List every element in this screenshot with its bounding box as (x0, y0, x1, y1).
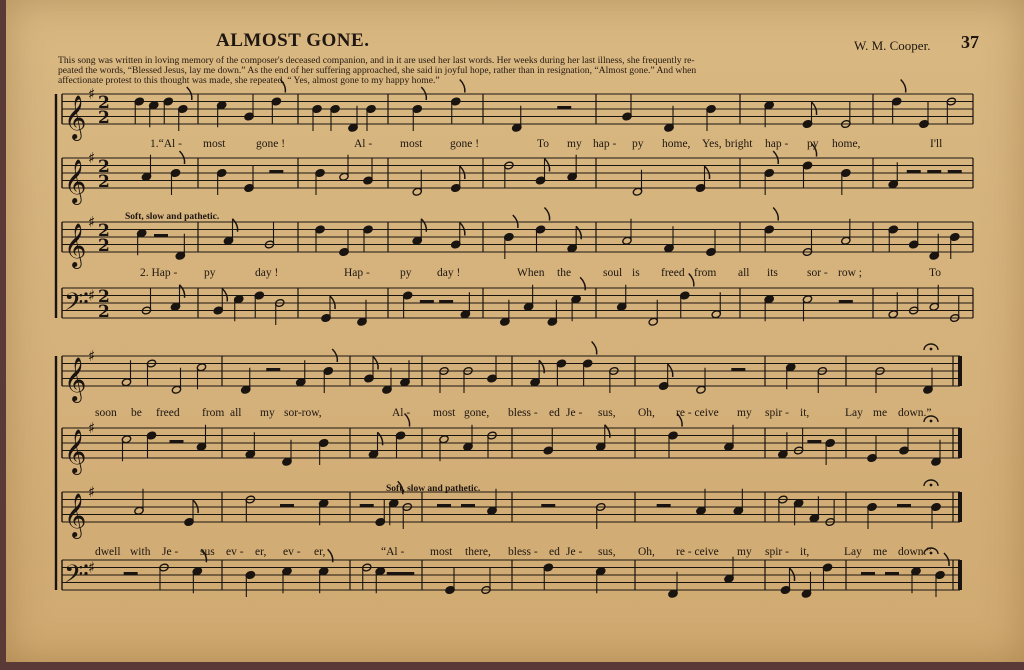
system-1-verse-1-lyric-word: most (203, 138, 226, 150)
half-rest (269, 170, 283, 173)
system-2-verse-2-lyric-word: ev - (283, 546, 301, 558)
system-2-staff-1 (62, 342, 962, 395)
half-rest (657, 504, 671, 507)
half-rest (400, 572, 414, 575)
half-rest (439, 300, 453, 303)
system-1-verse-1-lyric-word: Yes, (702, 138, 722, 150)
system-2-verse-2-lyric-word: er, (314, 546, 326, 558)
system-1-verse-1-lyric-word: gone ! (256, 138, 286, 150)
system-2-verse-2-lyric-word: Je - (162, 546, 179, 558)
system-2-verse-2-lyric-word: sus, (598, 546, 616, 558)
system-2-verse-1-lyric-word: from (202, 407, 225, 419)
note-flag (773, 208, 778, 221)
system-1-verse-2-lyric-word: To (929, 267, 941, 279)
note-flag (901, 80, 906, 93)
treble-clef-icon: 𝄞 (64, 357, 87, 401)
key-signature-sharp-icon: ♯ (88, 286, 96, 305)
system-1-staff-2 (62, 144, 973, 197)
system-1-verse-2-lyric-word: When (517, 267, 545, 279)
time-signature-numerator: 2 (98, 287, 110, 307)
treble-clef-icon: 𝄞 (64, 493, 87, 537)
key-signature-sharp-icon: ♯ (88, 213, 96, 231)
system-2-verse-1-lyric-word: all (230, 407, 242, 419)
key-signature-sharp-icon: ♯ (88, 419, 96, 437)
system-2-verse-2-lyric-word: re - ceive (676, 546, 719, 558)
system-2-staff-3 (62, 481, 962, 529)
system-2-dynamic-marking: Soft, slow and pathetic. (386, 484, 481, 494)
half-rest (387, 572, 401, 575)
fermata-dot (930, 420, 933, 423)
system-1-verse-2-lyric-word: day ! (255, 267, 279, 279)
system-1-verse-2-lyric-word: from (694, 267, 717, 279)
system-1-verse-1-lyric-word: gone ! (450, 138, 480, 150)
system-2-verse-2-lyric-word: with (130, 546, 151, 558)
system-2-verse-2-lyric-word: Je - (566, 546, 583, 558)
system-2-verse-1-lyric-word: re - ceive (676, 407, 719, 419)
system-2-verse-2-lyric-word: bless - (508, 546, 538, 558)
system-1-verse-2-lyric-word: row ; (838, 267, 862, 279)
system-2-verse-1-lyric-word: me (873, 407, 888, 419)
half-rest (557, 106, 571, 109)
system-2-verse-1-lyric-word: spir - (765, 407, 789, 419)
system-2-verse-1-lyric-word: Lay (845, 407, 863, 419)
final-barline (958, 492, 962, 522)
system-1-verse-1-lyric-word: most (400, 138, 423, 150)
system-2-verse-1-lyric-word: ed (549, 407, 560, 419)
half-rest (154, 234, 168, 237)
system-1-verse-2-lyric-word: freed (661, 267, 685, 279)
key-signature-sharp-icon: ♯ (88, 347, 96, 365)
system-1-verse-2-lyric-word: is (632, 267, 640, 279)
system-1-verse-2-lyric-word: py (204, 267, 216, 279)
treble-clef-icon: 𝄞 (64, 429, 87, 473)
time-signature-denominator: 2 (98, 302, 110, 322)
time-signature-denominator: 2 (98, 172, 110, 192)
system-2-verse-2-lyric-word: sus (200, 546, 215, 558)
system-2-verse-2-lyric-word: ed (549, 546, 560, 558)
system-1-verse-2-lyric-word: all (738, 267, 750, 279)
system-1-verse-2-lyric-word: py (400, 267, 412, 279)
half-rest (861, 572, 875, 575)
system-1-verse-2-lyric-word: 2. Hap - (140, 267, 178, 279)
system-2-verse-2-lyric-word: most (430, 546, 453, 558)
note-flag (460, 80, 465, 93)
system-2-verse-1-lyric-word: bless - (508, 407, 538, 419)
half-rest (437, 504, 451, 507)
system-2-verse-1-lyric-word: gone, (464, 407, 490, 419)
system-1-staff-1 (62, 80, 973, 133)
system-1-verse-1-lyric-word: 1.“Al - (150, 138, 182, 150)
system-2-verse-1-lyric-word: most (433, 407, 456, 419)
system-1-verse-1-lyric-word: hap - (765, 138, 789, 150)
system-2-verse-2-lyric-word: me (873, 546, 888, 558)
system-2-verse-1-lyric-word: sus, (598, 407, 616, 419)
treble-clef-icon: 𝄞 (64, 223, 87, 267)
final-barline (958, 560, 962, 590)
system-1-verse-1-lyric-word: home, (832, 138, 861, 150)
system-1-verse-2-lyric-word: its (767, 267, 778, 279)
time-signature-numerator: 2 (98, 221, 110, 241)
system-2-verse-1-lyric-word: my (737, 407, 752, 419)
half-rest (280, 504, 294, 507)
half-rest (807, 440, 821, 443)
half-rest (839, 300, 853, 303)
note-flag (545, 208, 550, 221)
system-2-verse-1-lyric-word: it, (800, 407, 810, 419)
treble-clef-icon: 𝄞 (64, 159, 87, 203)
system-1-verse-2-lyric-word: day ! (437, 267, 461, 279)
page-number: 37 (961, 32, 979, 52)
system-1-staff-4 (62, 274, 973, 327)
system-2-verse-1-lyric-word: soon (95, 407, 117, 419)
key-signature-sharp-icon: ♯ (88, 483, 96, 501)
half-rest (420, 300, 434, 303)
system-1-verse-1-lyric-word: my (567, 138, 582, 150)
system-2-verse-2-lyric-word: “Al - (381, 546, 405, 558)
note-flag (280, 80, 285, 93)
dedication-note-line-1: This song was written in loving memory of the composer's deceased companion, and in it are used her last words. Her weeks during her last illness, she frequently re- (58, 55, 695, 66)
time-signature-denominator: 2 (98, 236, 110, 256)
half-rest (897, 504, 911, 507)
half-rest (266, 368, 280, 371)
system-2-verse-1-lyric-word: sor-row, (284, 407, 322, 419)
half-rest (124, 572, 138, 575)
half-rest (541, 504, 555, 507)
system-1-verse-1-lyric-word: bright (725, 138, 753, 150)
system-2-verse-2-lyric-word: Lay (844, 546, 862, 558)
system-1-verse-2-lyric-word: the (557, 267, 572, 279)
song-title: ALMOST GONE. (216, 30, 370, 51)
half-rest (170, 440, 184, 443)
dedication-note-line-3: affectionate protest to this thought was made, she repeated, “ Yes, almost gone to my happy home.” (58, 75, 440, 86)
system-1-verse-1-lyric-word: To (537, 138, 549, 150)
half-rest (907, 170, 921, 173)
system-1-verse-1-lyric-word: I'll (930, 138, 943, 150)
half-rest (360, 504, 374, 507)
dedication-note-line-2: peated the words, “Blessed Jesus, lay me down.” As the end of her suffering approached, she said in joyful hope, rather than in resignation, “Almost gone.” And when (58, 65, 697, 76)
fermata-dot (930, 484, 933, 487)
system-2-verse-2-lyric-word: er, (255, 546, 267, 558)
system-2-verse-1-lyric-word: Al - (392, 407, 411, 419)
bass-clef-icon: 𝄢 (64, 288, 84, 323)
system-2-verse-2-lyric-word: down.” (898, 546, 932, 558)
system-2-verse-1-lyric-word: down.” (898, 407, 932, 419)
half-rest (927, 170, 941, 173)
system-1-verse-2-lyric-word: Hap - (344, 267, 370, 279)
time-signature-numerator: 2 (98, 93, 110, 113)
key-signature-sharp-icon: ♯ (88, 85, 96, 103)
system-1-verse-1-lyric-word: home, (662, 138, 691, 150)
time-signature-numerator: 2 (98, 157, 110, 177)
final-barline (958, 428, 962, 458)
system-2-verse-2-lyric-word: Oh, (638, 546, 655, 558)
note-flag (592, 342, 597, 355)
half-rest (885, 572, 899, 575)
system-2-verse-1-lyric-word: Oh, (638, 407, 655, 419)
system-1-dynamic-marking: Soft, slow and pathetic. (125, 212, 220, 222)
system-2-staff-2 (62, 414, 962, 467)
system-2-verse-2-lyric-word: it, (800, 546, 810, 558)
system-1-verse-2-lyric-word: soul (603, 267, 623, 279)
half-rest (461, 504, 475, 507)
time-signature-denominator: 2 (98, 108, 110, 128)
system-1-verse-1-lyric-word: Al - (354, 138, 373, 150)
system-2-verse-2-lyric-word: my (737, 546, 752, 558)
system-1-verse-1-lyric-word: py (807, 138, 819, 150)
key-signature-sharp-icon: ♯ (88, 558, 96, 577)
composer-name: W. M. Cooper. (854, 38, 931, 53)
system-2-verse-2-lyric-word: there, (465, 546, 491, 558)
system-2-verse-2-lyric-word: spir - (765, 546, 789, 558)
system-2-verse-2-lyric-word: dwell (95, 546, 121, 558)
half-rest (948, 170, 962, 173)
fermata-dot (930, 348, 933, 351)
system-2-verse-1-lyric-word: my (260, 407, 275, 419)
system-2-verse-2-lyric-word: ev - (226, 546, 244, 558)
system-2-verse-1-lyric-word: Je - (566, 407, 583, 419)
system-2-verse-1-lyric-word: freed (156, 407, 180, 419)
final-barline (958, 356, 962, 386)
system-2-verse-1-lyric-word: be (131, 407, 142, 419)
system-1-verse-1-lyric-word: hap - (593, 138, 617, 150)
key-signature-sharp-icon: ♯ (88, 149, 96, 167)
half-rest (731, 368, 745, 371)
bass-clef-icon: 𝄢 (64, 560, 84, 595)
treble-clef-icon: 𝄞 (64, 95, 87, 139)
system-1-verse-1-lyric-word: py (632, 138, 644, 150)
system-1-verse-2-lyric-word: sor - (807, 267, 828, 279)
